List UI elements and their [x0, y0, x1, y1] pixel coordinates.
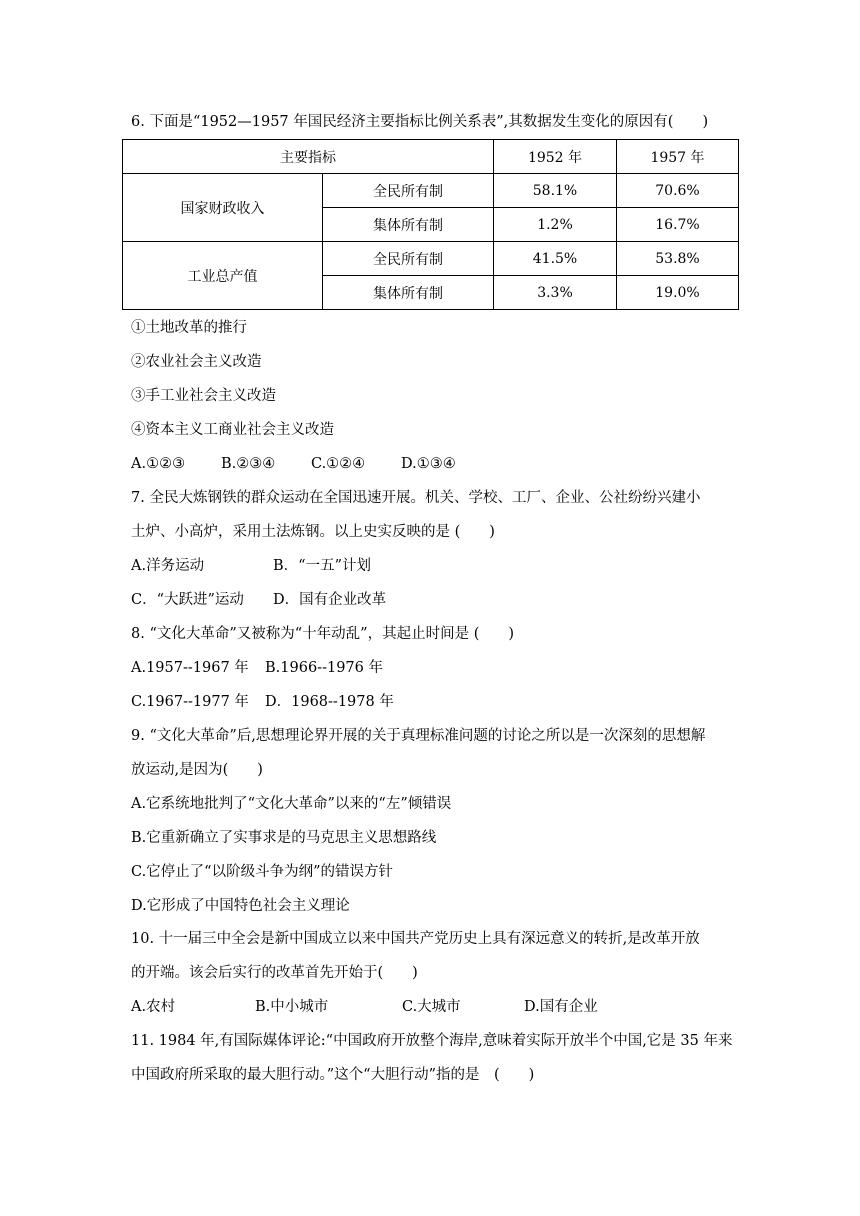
value-1952: 3.3%: [494, 276, 617, 310]
header-indicator: 主要指标: [123, 140, 494, 174]
q9-stem-line2: 放运动,是因为( ): [131, 762, 263, 778]
q8-options-row1: [131, 658, 383, 678]
value-1957: 53.8%: [617, 242, 739, 276]
q7-option-a[interactable]: A.洋务运动: [131, 558, 205, 574]
value-1957: 16.7%: [617, 208, 739, 242]
group-name: 国家财政收入: [123, 174, 323, 242]
q7-option-b[interactable]: B．“一五”计划: [273, 558, 371, 574]
ownership-type: 全民所有制: [323, 242, 494, 276]
q8-option-d[interactable]: D．1968--1978 年: [265, 694, 394, 710]
value-1957: 19.0%: [617, 276, 739, 310]
value-1957: 70.6%: [617, 174, 739, 208]
q8-options-row2: [131, 692, 394, 712]
q8-option-a[interactable]: A.1957--1967 年: [131, 660, 249, 676]
q6-item-2: ②农业社会主义改造: [131, 354, 262, 370]
ownership-type: 集体所有制: [323, 276, 494, 310]
q6-item-1: ①土地改革的推行: [131, 320, 247, 336]
table-header-row: [123, 140, 739, 174]
q6-options: [131, 454, 456, 474]
q8-option-c[interactable]: C.1967--1977 年: [131, 694, 249, 710]
q10-option-d[interactable]: D.国有企业: [524, 999, 598, 1015]
ownership-type: 集体所有制: [323, 208, 494, 242]
q7-stem-line1: 7. 全民大炼钢铁的群众运动在全国迅速开展。机关、学校、工厂、企业、公社纷纷兴建小: [131, 490, 701, 506]
q8-stem: 8. “文化大革命”又被称为“十年动乱”，其起止时间是 ( ): [131, 626, 515, 642]
q9-option-d[interactable]: D.它形成了中国特色社会主义理论: [131, 898, 350, 914]
q9-option-a[interactable]: A.它系统地批判了“文化大革命”以来的“左”倾错误: [131, 796, 452, 812]
q10-stem-line2: 的开端。该会后实行的改革首先开始于( ): [131, 965, 418, 981]
q10-option-c[interactable]: C.大城市: [402, 999, 461, 1015]
q11-stem-line1: 11. 1984 年,有国际媒体评论:“中国政府开放整个海岸,意味着实际开放半个中国,它是 35 年来: [131, 1033, 733, 1049]
value-1952: 58.1%: [494, 174, 617, 208]
q10-option-b[interactable]: B.中小城市: [255, 999, 329, 1015]
q10-option-a[interactable]: A.农村: [131, 999, 176, 1015]
q6-stem: 6. 下面是“1952—1957 年国民经济主要指标比例关系表”,其数据发生变化的原因有( ): [131, 114, 709, 130]
q6-option-c[interactable]: C.①②④: [311, 456, 366, 472]
q7-options-row2: [131, 590, 386, 610]
q6-option-d[interactable]: D.①③④: [401, 456, 456, 472]
q7-options-row1: [131, 556, 371, 576]
q6-option-b[interactable]: B.②③④: [221, 456, 276, 472]
q9-option-c[interactable]: C.它停止了“以阶级斗争为纲”的错误方针: [131, 864, 394, 880]
q7-option-d[interactable]: D．国有企业改革: [273, 592, 387, 608]
q9-stem-line1: 9. “文化大革命”后,思想理论界开展的关于真理标准问题的讨论之所以是一次深刻的思想解: [131, 728, 706, 744]
value-1952: 1.2%: [494, 208, 617, 242]
q6-table: [122, 139, 739, 310]
header-year-1952: 1952 年: [494, 140, 617, 174]
q6-item-3: ③手工业社会主义改造: [131, 388, 276, 404]
q6-item-4: ④资本主义工商业社会主义改造: [131, 422, 334, 438]
q7-stem-line2: 土炉、小高炉，采用土法炼钢。以上史实反映的是 ( ): [131, 524, 495, 540]
q8-option-b[interactable]: B.1966--1976 年: [265, 660, 383, 676]
group-name: 工业总产值: [123, 242, 323, 310]
q11-stem-line2: 中国政府所采取的最大胆行动。”这个“大胆行动”指的是 ( ): [131, 1067, 535, 1083]
q10-options: [131, 997, 598, 1017]
q7-option-c[interactable]: C．“大跃进”运动: [131, 592, 244, 608]
table-row: [123, 242, 739, 276]
q9-option-b[interactable]: B.它重新确立了实事求是的马克思主义思想路线: [131, 830, 437, 846]
ownership-type: 全民所有制: [323, 174, 494, 208]
value-1952: 41.5%: [494, 242, 617, 276]
q10-stem-line1: 10. 十一届三中全会是新中国成立以来中国共产党历史上具有深远意义的转折,是改革开放: [131, 931, 700, 947]
q6-option-a[interactable]: A.①②③: [131, 456, 186, 472]
table-row: [123, 174, 739, 208]
header-year-1957: 1957 年: [617, 140, 739, 174]
